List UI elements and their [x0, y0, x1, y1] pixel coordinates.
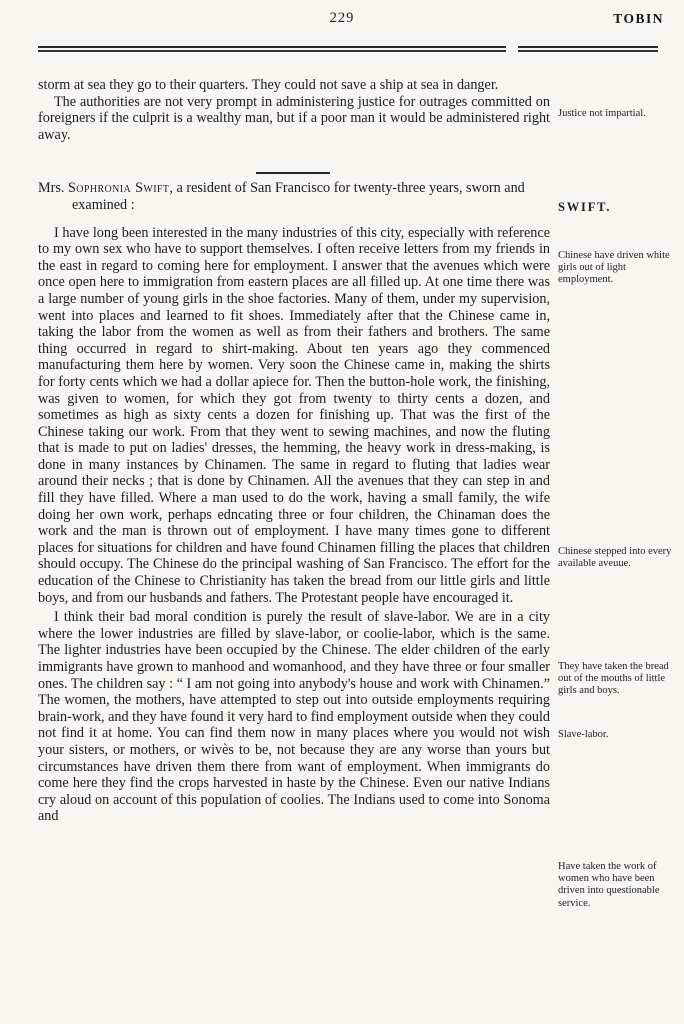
margin-note-justice: Justice not impartial.	[558, 108, 646, 119]
witness-description: , a resident of San Francisco for twenty-three years, sworn and examined :	[72, 180, 525, 213]
margin-note-driven-white-girls: Chinese have driven white girls out of light employment.	[558, 250, 670, 286]
testimony-paragraph-1: I have long been interested in the many industries of this city, especially with reference to my own sex who have to support themselves. I often receive letters from my friends in the east in regard to coming here for employment. I answer that the avenues which were once open here to immigration from eastern places are all filled up. At one time there was a large number of young girls in the shoe factories. Many of them, under my supervision, went into places and learned to fit shoes. Immediately after that the Chinese came in, taking the labor from the women as well as from their fathers and brothers. The same thing occurred in regard to shirt-making. About ten years ago they commenced manufacturing them here by women. Very soon the Chinese came in, making the shirts for forty cents which we had a dollar apiece for. Then the button-hole work, the finishing, was given to women, for which they got from twenty to thirty cents a dozen, and sometimes as high as sixty cents a dozen for finishing up. That was the first of the Chinese taking our work. From that they went to sewing machines, and now the fluting that is made to put on ladies' dresses, the hemming, the heavy work in dress-making, is done in many instances by Chinamen. The same in regard to fluting that ladies wear around their necks ; that is done by Chinamen. All the avenues that they can step in and fill they have filled. Where a man used to do the work, having a small family, the wife doing her own work, perhaps edncating three or four children, the Chinaman does the work and the man is thrown out of employment. I have many times gone to different places for situations for children and have found Chinamen filling the places that children should occupy. The Chinese do the principal washing of San Francisco. The effort for the education of the Chinese to Christianity has taken the bread from our little girls and little boys, and from our husbands and fathers. The Protestant people have encouraged it.	[38, 224, 550, 606]
witness-name: Sophronia Swift	[67, 180, 170, 197]
witness-introduction	[38, 180, 550, 213]
margin-note-questionable-service: Have taken the work of women who have been driven into questionable service.	[558, 861, 660, 909]
header-rule-left	[38, 46, 506, 52]
margin-note-every-avenue: Chinese stepped into every available aveuue.	[558, 546, 672, 570]
page-number: 229	[329, 10, 355, 26]
body-text-column	[38, 77, 550, 825]
witness-prefix: Mrs.	[38, 180, 68, 197]
testimony-paragraph-2: I think their bad moral condition is purely the result of slave-labor. We are in a city where the lower industries are filled by slave-labor, or coolie-labor, which is the same. The lighter industries have been occupied by the Chinese. The elder children of the early immigrants have grown to manhood and womanhood, and they have three or four smaller ones. The children say : “ I am not going into anybody's house and work with Chinamen.” The women, the mothers, have attempted to step out into outside employments requiring brain-work, and they have found it very hard to find employment outside when they could not find it at home. You can find them now in many places where you would not wish your sisters, or mothers, or wivès to be, not because they are any worse than yours but circumstances have driven them there from want of employment. When immigrants do come here they find the crops harvested in haste by the Chinese. Even our native Indians cry aloud on account of this population of coolies. The Indians used to come into Sonoma and	[38, 609, 550, 825]
margin-note-slave-labor: Slave-labor.	[558, 729, 609, 740]
margin-note-speaker-swift: SWIFT.	[558, 200, 612, 214]
header-rule-right	[518, 46, 658, 52]
margin-note-bread-out-of-mouths: They have taken the bread out of the mouths of little girls and boys.	[558, 661, 669, 697]
paragraph-authorities: The authorities are not very prompt in administering justice for outrages committed on foreigners if the culprit is a wealthy man, but if a poor man it would be administered right away.	[38, 93, 550, 143]
paragraph-continuation: storm at sea they go to their quarters. They could not save a ship at sea in danger.	[38, 77, 499, 93]
running-head: TOBIN	[613, 11, 664, 26]
